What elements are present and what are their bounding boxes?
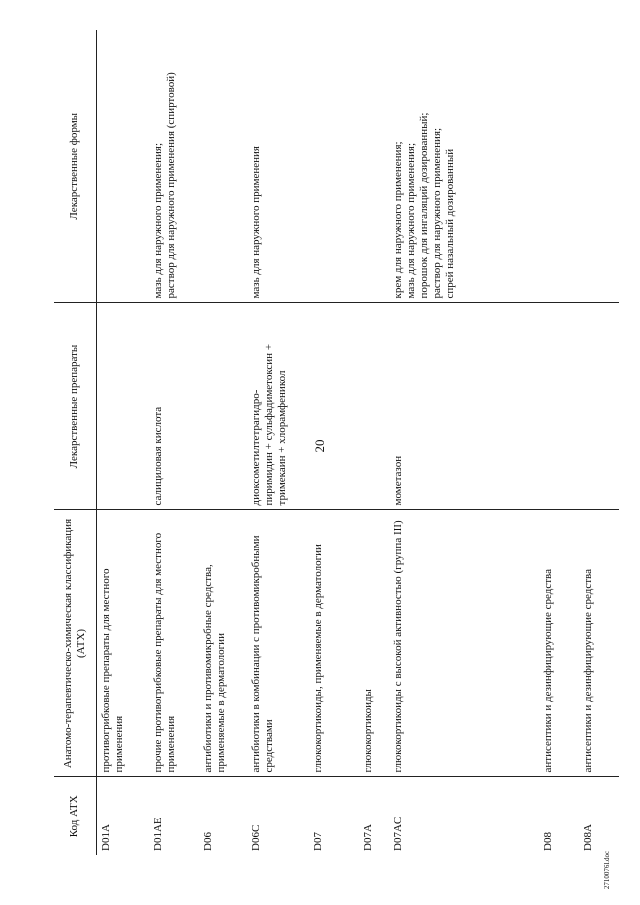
preparations-cell xyxy=(579,303,619,510)
atc-code: D08 xyxy=(541,832,554,851)
atc-code: D08A xyxy=(581,824,594,851)
table-row xyxy=(359,30,389,855)
atc-classification: антибиотики в комбинации с противомикробными средствами xyxy=(247,510,309,777)
dosage-form: мазь для наружного применения xyxy=(249,146,262,299)
page-number: 20 xyxy=(312,439,327,453)
header-forms: Лекарственные формы xyxy=(54,30,97,303)
dosage-forms-cell xyxy=(389,30,539,303)
preparations-cell xyxy=(149,303,199,510)
atc-code: D06 xyxy=(201,832,214,851)
atc-table xyxy=(54,30,619,855)
dosage-forms-cell xyxy=(309,30,359,303)
preparation-name: тримекаин + хлорамфеникол xyxy=(275,370,288,506)
atc-classification: антисептики и дезинфицирующие средства xyxy=(539,510,579,777)
preparations-cell xyxy=(309,303,359,510)
atc-classification: глюкокортикоиды с высокой активностью (группа III) xyxy=(389,510,539,777)
table-header-row xyxy=(54,30,97,855)
table-row xyxy=(389,30,539,855)
atc-classification: антисептики и дезинфицирующие средства xyxy=(579,510,619,777)
dosage-form: мазь для наружного применения; xyxy=(404,142,417,299)
table-row xyxy=(97,30,149,855)
dosage-form: крем для наружного применения; xyxy=(391,141,404,299)
atc-classification: антибиотики и противомикробные средства, применяемые в дерматологии xyxy=(199,510,247,777)
table-body xyxy=(97,30,619,855)
atc-classification: прочие противогрибковые препараты для местного применения xyxy=(149,510,199,777)
dosage-form: раствор для наружного применения (спиртовой) xyxy=(164,72,177,299)
dosage-form: порошок для ингаляций дозированный; xyxy=(417,112,430,299)
preparations-cell xyxy=(359,303,389,510)
preparations-cell xyxy=(539,303,579,510)
atc-classification: глюкокортикоиды xyxy=(359,510,389,777)
rotated-page xyxy=(54,30,614,855)
dosage-forms-cell xyxy=(97,30,149,303)
dosage-forms-cell xyxy=(199,30,247,303)
document-filename: 2710076l.doc xyxy=(603,850,611,890)
header-classification: Анатомо-терапевтическо-химическая классификация (АТХ) xyxy=(54,510,97,777)
table-row xyxy=(309,30,359,855)
dosage-form: мазь для наружного применения; xyxy=(151,142,164,299)
atc-classification: противогрибковые препараты для местного применения xyxy=(97,510,149,777)
header-code: Код АТХ xyxy=(54,777,97,855)
dosage-forms-cell xyxy=(247,30,309,303)
dosage-forms-cell xyxy=(149,30,199,303)
preparation-name: мометазон xyxy=(391,455,404,506)
preparation-name: салициловая кислота xyxy=(151,406,164,506)
atc-code: D01A xyxy=(100,824,112,851)
dosage-form: спрей назальный дозированный xyxy=(444,148,457,299)
atc-code: D07AC xyxy=(391,816,404,851)
atc-code: D01AE xyxy=(151,817,164,851)
preparations-cell xyxy=(199,303,247,510)
atc-classification: глюкокортикоиды, применяемые в дерматологии xyxy=(309,510,359,777)
table-row xyxy=(539,30,579,855)
table-row xyxy=(199,30,247,855)
atc-code: D07A xyxy=(361,824,374,851)
preparation-name: пиримидин + сульфадиметоксин + xyxy=(262,343,275,506)
dosage-form: раствор для наружного применения; xyxy=(431,127,444,299)
atc-code: D07 xyxy=(311,832,324,851)
preparations-cell xyxy=(389,303,539,510)
atc-code: D06C xyxy=(249,824,262,851)
preparation-name: диоксометилтетрагидро- xyxy=(249,389,262,506)
header-preparations: Лекарственные препараты xyxy=(54,303,97,510)
table-row xyxy=(149,30,199,855)
table-row xyxy=(247,30,309,855)
table-row xyxy=(579,30,619,855)
dosage-forms-cell xyxy=(539,30,579,303)
dosage-forms-cell xyxy=(359,30,389,303)
preparations-cell xyxy=(97,303,149,510)
dosage-forms-cell xyxy=(579,30,619,303)
preparations-cell xyxy=(247,303,309,510)
